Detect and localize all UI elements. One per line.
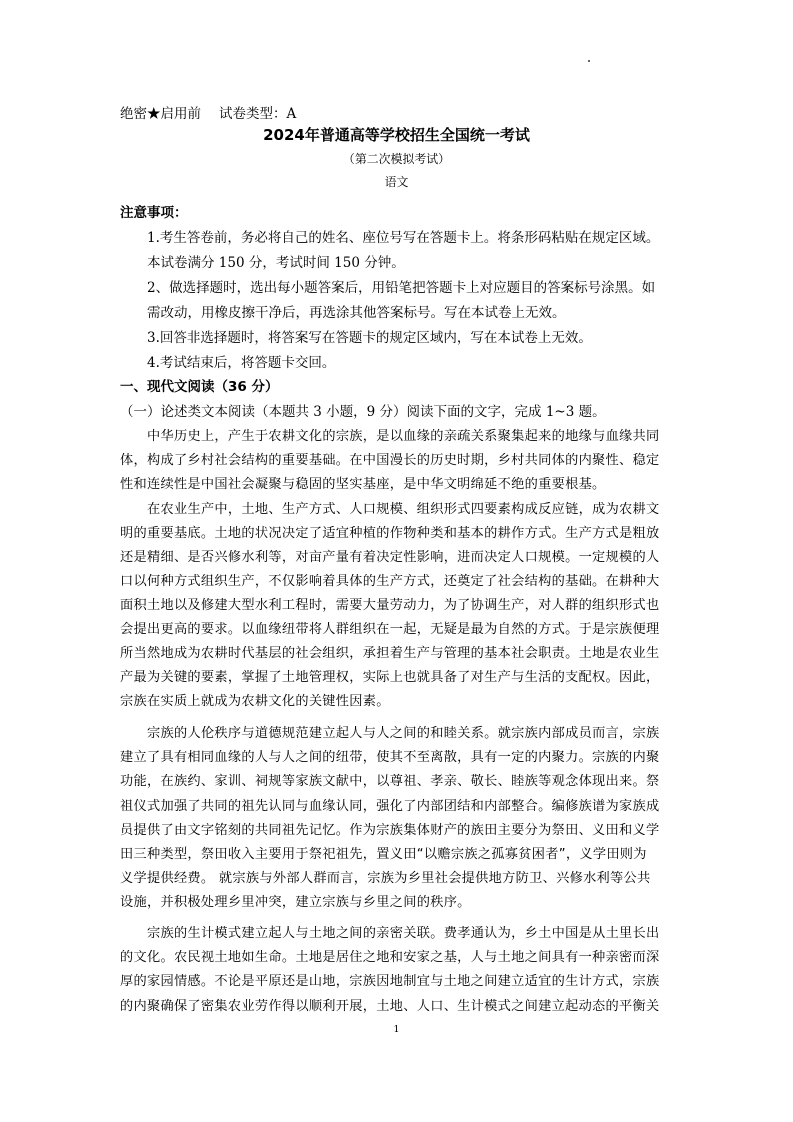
passage-line: 田三种类型，祭田收入主要用于祭祀祖先，置义田“以赡宗族之孤寡贫困者”，义学田则为 — [120, 847, 647, 862]
classification-label: 绝密★启用前 — [120, 106, 201, 122]
passage-line: 宗族在实质上就成为农耕文化的关键性因素。 — [120, 694, 390, 709]
notice-line: 1.考生答卷前，务必将自己的姓名、座位号写在答题卡上。将条形码粘贴在规定区域。 — [147, 230, 660, 246]
passage-line: 员提供了由文字铭刻的共同祖先记忆。作为宗族集体财产的族田主要分为祭田、义田和义学 — [120, 823, 660, 838]
section-sub-heading: （一）论述类文本阅读（本题共 3 小题，9 分）阅读下面的文字，完成 1~3 题。 — [120, 404, 606, 420]
passage-line: 的文化。农民视土地如生命。土地是居住之地和安家之基，人与土地之间具有一种亲密而深 — [120, 950, 660, 965]
passage-line: 会提出更高的要求。以血缘纽带将人群组织在一起，无疑是最为自然的方式。于是宗族便理 — [120, 622, 660, 637]
passage-line: 中华历史上，产生于农耕文化的宗族，是以血缘的亲疏关系聚集起来的地缘与血缘共同 — [147, 429, 660, 444]
page-number: 1 — [393, 1024, 400, 1035]
passage-line: 明的重要基底。土地的状况决定了适宜种植的作物种类和基本的耕作方式。生产方式是粗放 — [120, 526, 660, 541]
passage-line: 性和连续性是中国社会凝聚与稳固的坚实基座，是中华文明绵延不绝的重要根基。 — [120, 477, 606, 492]
passage-line: 宗族的人伦秩序与道德规范建立起人与人之间的和睦关系。就宗族内部成员而言，宗族 — [147, 726, 660, 741]
passage-line: 义学提供经费。 就宗族与外部人群而言，宗族为乡里社会提供地方防卫、兴修水利等公共 — [120, 871, 651, 886]
passage-line: 在农业生产中，土地、生产方式、人口规模、组织形式四要素构成反应链，成为农耕文 — [147, 502, 660, 517]
passage-line: 的内聚确保了密集农业劳作得以顺利开展，土地、人口、生计模式之间建立起动态的平衡关 — [120, 999, 660, 1014]
passage-line: 体，构成了乡村社会结构的重要基础。在中国漫长的历史时期，乡村共同体的内聚性、稳定 — [120, 453, 660, 468]
section-heading: 一、现代文阅读（36 分） — [120, 379, 279, 395]
scan-speck — [588, 60, 590, 62]
passage-line: 建立了具有相同血缘的人与人之间的纽带，使其不至离散，具有一定的内聚力。宗族的内聚 — [120, 750, 660, 765]
passage-line: 功能，在族约、家训、祠规等家族文献中，以尊祖、孝亲、敬长、睦族等观念体现出来。祭 — [120, 774, 660, 789]
header-line — [120, 102, 296, 122]
passage-line: 祖仪式加强了共同的祖先认同与血缘认同，强化了内部团结和内部整合。编修族谱为家族成 — [120, 799, 660, 814]
notice-line: 4.考试结束后，将答题卡交回。 — [147, 355, 336, 371]
passage-line: 面积土地以及修建大型水利工程时，需要大量劳动力，为了协调生产，对人群的组织形式也 — [120, 598, 660, 613]
passage-line: 所当然地成为农耕时代基层的社会组织，承担着生产与管理的基本社会职责。土地是农业生 — [120, 646, 660, 661]
exam-subject: 语文 — [384, 175, 409, 189]
notice-line: 需改动，用橡皮擦干净后，再选涂其他答案标号。写在本试卷上无效。 — [147, 305, 566, 321]
passage-line: 产最为关键的要素，掌握了土地管理权，实际上也就具备了对生产与生活的支配权。因此， — [120, 670, 660, 685]
notice-heading: 注意事项： — [120, 205, 188, 221]
passage-line: 口以何种方式组织生产，不仅影响着具体的生产方式，还奠定了社会结构的基础。在耕种大 — [120, 574, 660, 589]
passage-line: 宗族的生计模式建立起人与土地之间的亲密关联。费孝通认为，乡土中国是从土里长出 — [147, 926, 660, 941]
passage-line: 设施，并积极处理乡里冲突，建立宗族与乡里之间的秩序。 — [120, 895, 471, 910]
notice-line: 3.回答非选择题时，将答案写在答题卡的规定区域内，写在本试卷上无效。 — [147, 330, 592, 346]
exam-subtitle: （第二次模拟考试） — [342, 152, 451, 166]
notice-line: 本试卷满分 150 分，考试时间 150 分钟。 — [147, 255, 405, 271]
paper-type-label: 试卷类型：A — [219, 106, 297, 122]
passage-line: 还是精细、是否兴修水利等，对亩产量有着决定性影响，进而决定人口规模。一定规模的人 — [120, 550, 660, 565]
notice-line: 2、做选择题时，选出每小题答案后，用铅笔把答题卡上对应题目的答案标号涂黑。如 — [147, 280, 656, 296]
exam-title: 2024年普通高等学校招生全国统一考试 — [263, 126, 530, 144]
passage-line: 厚的家园情感。不论是平原还是山地，宗族因地制宜与土地之间建立适宜的生计方式，宗族 — [120, 974, 660, 989]
